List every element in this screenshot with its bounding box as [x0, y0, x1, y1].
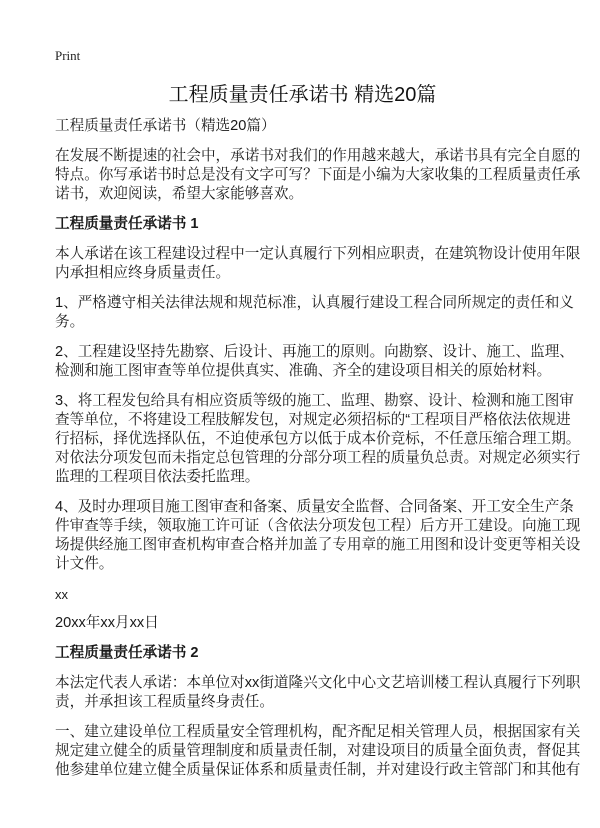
paragraph: [55, 343, 574, 381]
paragraph: [55, 294, 574, 332]
paragraph: [55, 674, 581, 712]
text-line: 一、建立建设单位工程质量安全管理机构，配齐配足相关管理人员，根据国家有关: [55, 724, 581, 740]
text-line: 场提供经施工图审查机构审查合格并加盖了专用章的施工用图和设计变更等相关设: [55, 537, 581, 553]
text-line: 内承担相应终身质量责任。: [55, 265, 231, 281]
text-line: 1、严格遵守相关法律法规和规范标准，认真履行建设工程合同所规定的责任和义: [55, 295, 574, 311]
text-line: 查等单位，不将建设工程肢解发包，对规定必须招标的“工程项目严格依法依规进: [55, 412, 571, 428]
text-line: 检测和施工图审查等单位提供真实、准确、齐全的建设项目相关的原始材料。: [55, 363, 552, 379]
paragraph: [55, 723, 581, 780]
document-page: [55, 46, 581, 791]
paragraph: [55, 498, 581, 574]
text-line: 行招标，择优选择队伍，不迫使承包方以低于成本价竞标，不任意压缩合理工期。: [55, 431, 581, 447]
text-line: 2、工程建设坚持先勘察、后设计、再施工的原则。向勘察、设计、施工、监理、: [55, 344, 574, 360]
paragraph: [55, 245, 581, 283]
subtitle: 工程质量责任承诺书（精选20篇）: [55, 118, 276, 134]
text-line: 规定建立健全的质量管理制度和质量责任制，对建设项目的质量全面负责，督促其: [55, 743, 581, 759]
text-line: 在发展不断提速的社会中，承诺书对我们的作用越来越大，承诺书具有完全自愿的: [55, 148, 581, 164]
date: 20xx年xx月xx日: [55, 615, 159, 631]
text-line: 责，并承担该工程质量终身责任。: [55, 694, 274, 710]
text-line: 3、将工程发包给具有相应资质等级的施工、监理、勘察、设计、检测和施工图审: [55, 393, 574, 409]
signature: xx: [55, 587, 68, 602]
text-line: 他参建单位建立健全质量保证体系和质量责任制，并对建设行政主管部门和其他有: [55, 762, 581, 778]
text-line: 4、及时办理项目施工图审查和备案、质量安全监督、合同备案、开工安全生产条: [55, 499, 574, 515]
page-title: 工程质量责任承诺书 精选20篇: [168, 84, 437, 106]
text-line: 件审查等手续，领取施工许可证（含依法分项发包工程）后方开工建设。向施工现: [55, 518, 581, 534]
text-line: 监理的工程项目依法委托监理。: [55, 469, 260, 485]
text-line: 计文件。: [55, 556, 114, 572]
print-link[interactable]: Print: [55, 48, 81, 63]
text-line: 本人承诺在该工程建设过程中一定认真履行下列相应职责，在建筑物设计使用年限: [55, 246, 581, 262]
section-heading: 工程质量责任承诺书 1: [55, 216, 199, 232]
text-line: 务。: [55, 314, 85, 330]
paragraph: [55, 392, 581, 487]
text-line: 诺书，欢迎阅读，希望大家能够喜欢。: [55, 186, 304, 202]
text-line: 本法定代表人承诺：本单位对xx街道隆兴文化中心文艺培训楼工程认真履行下列职: [55, 675, 581, 691]
intro-paragraph: [55, 147, 581, 204]
text-line: 对依法分项发包而未指定总包管理的分部分项工程的质量负总责。对规定必须实行: [55, 450, 581, 466]
section-heading: 工程质量责任承诺书 2: [55, 645, 199, 661]
text-line: 特点。你写承诺书时总是没有文字可写？下面是小编为大家收集的工程质量责任承: [55, 167, 581, 183]
